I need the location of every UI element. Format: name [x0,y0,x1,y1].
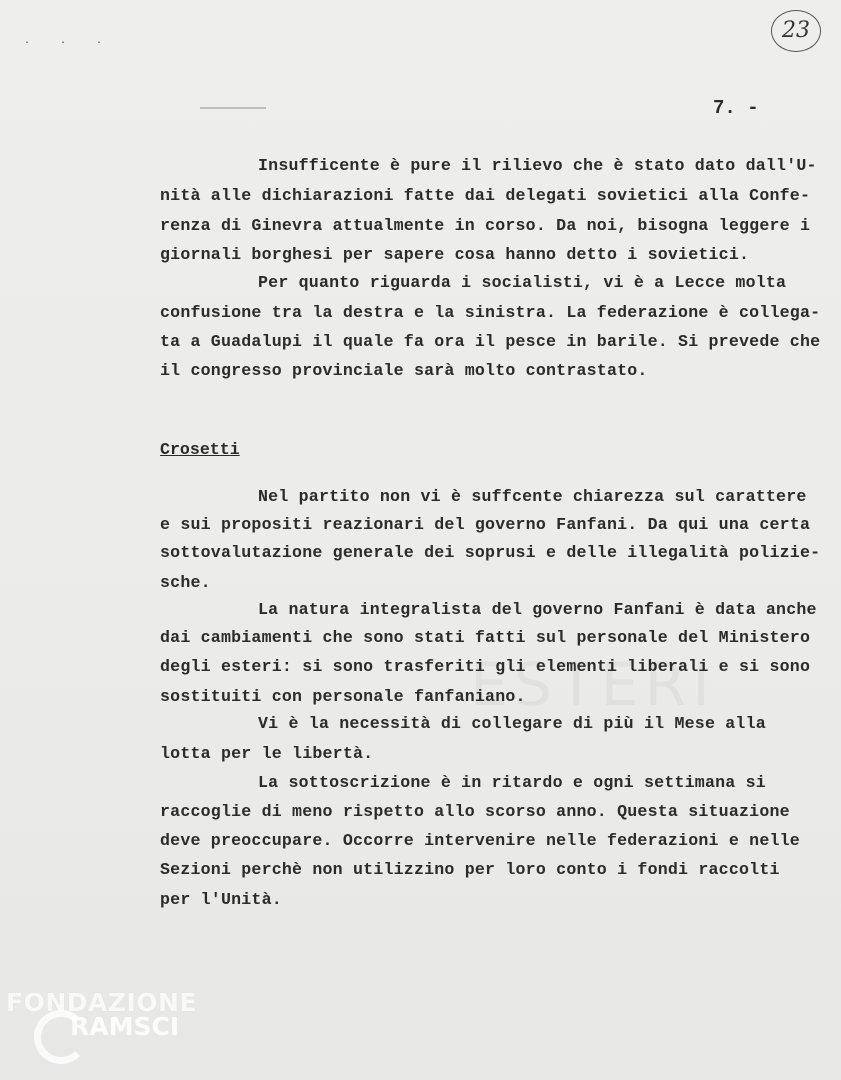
text-line: Per quanto riguarda i socialisti, vi è a Lecce molta [258,273,787,292]
text-line: Sezioni perchè non utilizzino per loro conto i fondi raccolti [160,860,780,879]
faint-rule [200,107,266,109]
text-line: confusione tra la destra e la sinistra. La federazione è collega- [160,303,821,322]
watermark-line2: RAMSCI [70,1012,180,1041]
text-line: per l'Unità. [160,890,282,909]
text-line: sostituiti con personale fanfaniano. [160,687,526,706]
text-line: La sottoscrizione è in ritardo e ogni settimana si [258,773,766,792]
section-heading: Crosetti [160,440,240,459]
text-line: degli esteri: si sono trasferiti gli elementi liberali e si sono [160,657,811,676]
archive-stamp-number: 23 [771,10,821,52]
watermark-line1: FONDAZIONE [6,988,198,1017]
text-line: lotta per le libertà. [160,744,374,763]
text-line: renza di Ginevra attualmente in corso. Da noi, bisogna leggere i [160,216,811,235]
text-line: ta a Guadalupi il quale fa ora il pesce in barile. Si prevede che [160,332,821,351]
page-number: 7. - [713,97,759,119]
text-line: il congresso provinciale sarà molto contrastato. [160,361,648,380]
text-line: Insufficente è pure il rilievo che è stato dato dall'U- [258,156,817,175]
text-line: La natura integralista del governo Fanfani è data anche [258,600,817,619]
text-line: Nel partito non vi è suffcente chiarezza sul carattere [258,487,807,506]
text-line: Vi è la necessità di collegare di più il Mese alla [258,714,766,733]
text-line: dai cambiamenti che sono stati fatti sul personale del Ministero [160,628,811,647]
text-line: nità alle dichiarazioni fatte dai delegati sovietici alla Confe- [160,186,811,205]
text-line: sottovalutazione generale dei soprusi e delle illegalità polizie- [160,543,821,562]
text-line: sche. [160,573,211,592]
text-line: giornali borghesi per sapere cosa hanno detto i sovietici. [160,245,750,264]
text-line: raccoglie di meno rispetto allo scorso anno. Questa situazione [160,802,790,821]
text-line: deve preoccupare. Occorre intervenire nelle federazioni e nelle [160,831,800,850]
text-line: e sui propositi reazionari del governo Fanfani. Da qui una certa [160,515,811,534]
fondazione-gramsci-watermark [4,988,214,1078]
paper-specks: · · · [24,38,115,49]
